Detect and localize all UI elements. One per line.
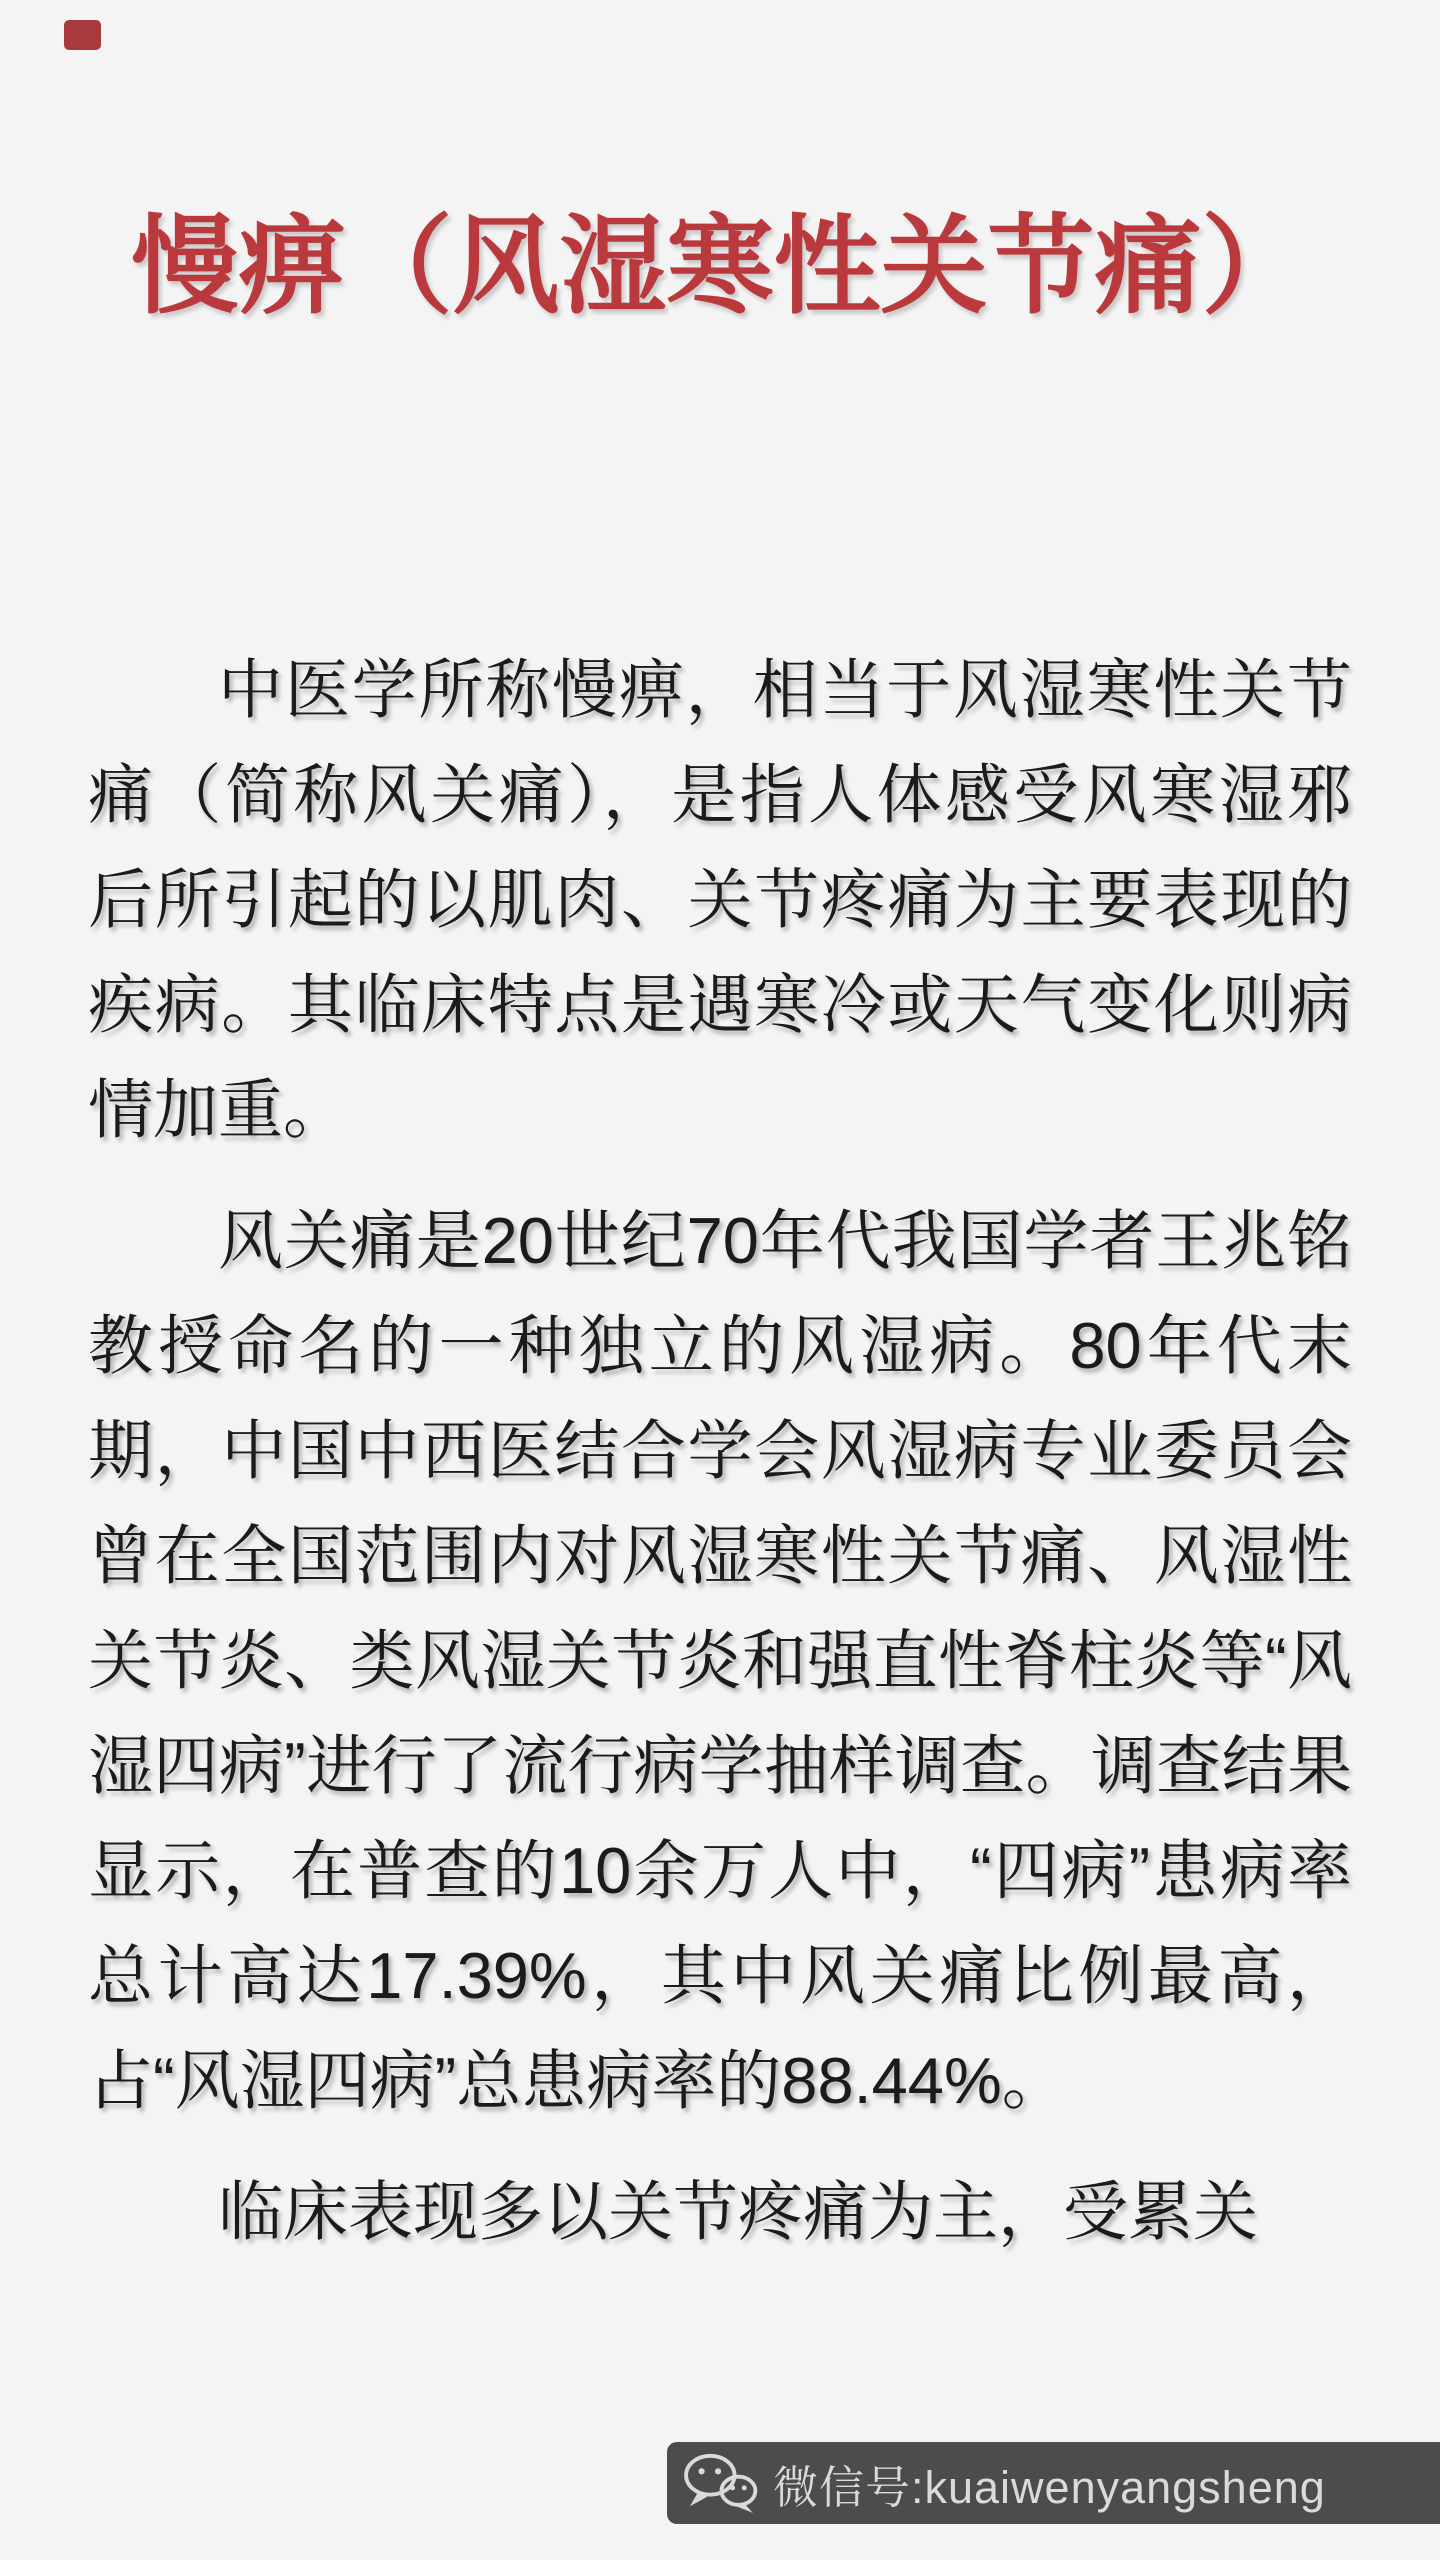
paragraph-clinical: 临床表现多以关节疼痛为主，受累关 bbox=[218, 2175, 1259, 2248]
paragraph-definition: 中医学所称慢痹，相当于风湿寒性关节痛（简称风关痛），是指人体感受风寒湿邪后所引起的以肌肉、关节疼痛为主要表现的疾病。其临床特点是遇寒冷或天气变化则病情加重。 bbox=[88, 653, 1352, 1146]
seal-stamp bbox=[64, 20, 101, 50]
wechat-id-label: 微信号:kuaiwenyangsheng bbox=[773, 2461, 1326, 2513]
wechat-icon bbox=[681, 2451, 759, 2515]
watermark-bar bbox=[667, 2442, 1440, 2524]
page-title: 慢痹（风湿寒性关节痛） bbox=[131, 206, 1309, 326]
paragraph-history-survey: 风关痛是20世纪70年代我国学者王兆铭教授命名的一种独立的风湿病。80年代末期，中国中西医结合学会风湿病专业委员会曾在全国范围内对风湿寒性关节痛、风湿性关节炎、类风湿关节炎和强直性脊柱炎等“风湿四病”进行了流行病学抽样调查。调查结果显示，在普查的10余万人中，“四病”患病率总计高达17.39%，其中风关痛比例最高，占“风湿四病”总患病率的88.44%。 bbox=[88, 1204, 1352, 2117]
article-body bbox=[88, 637, 1352, 2264]
